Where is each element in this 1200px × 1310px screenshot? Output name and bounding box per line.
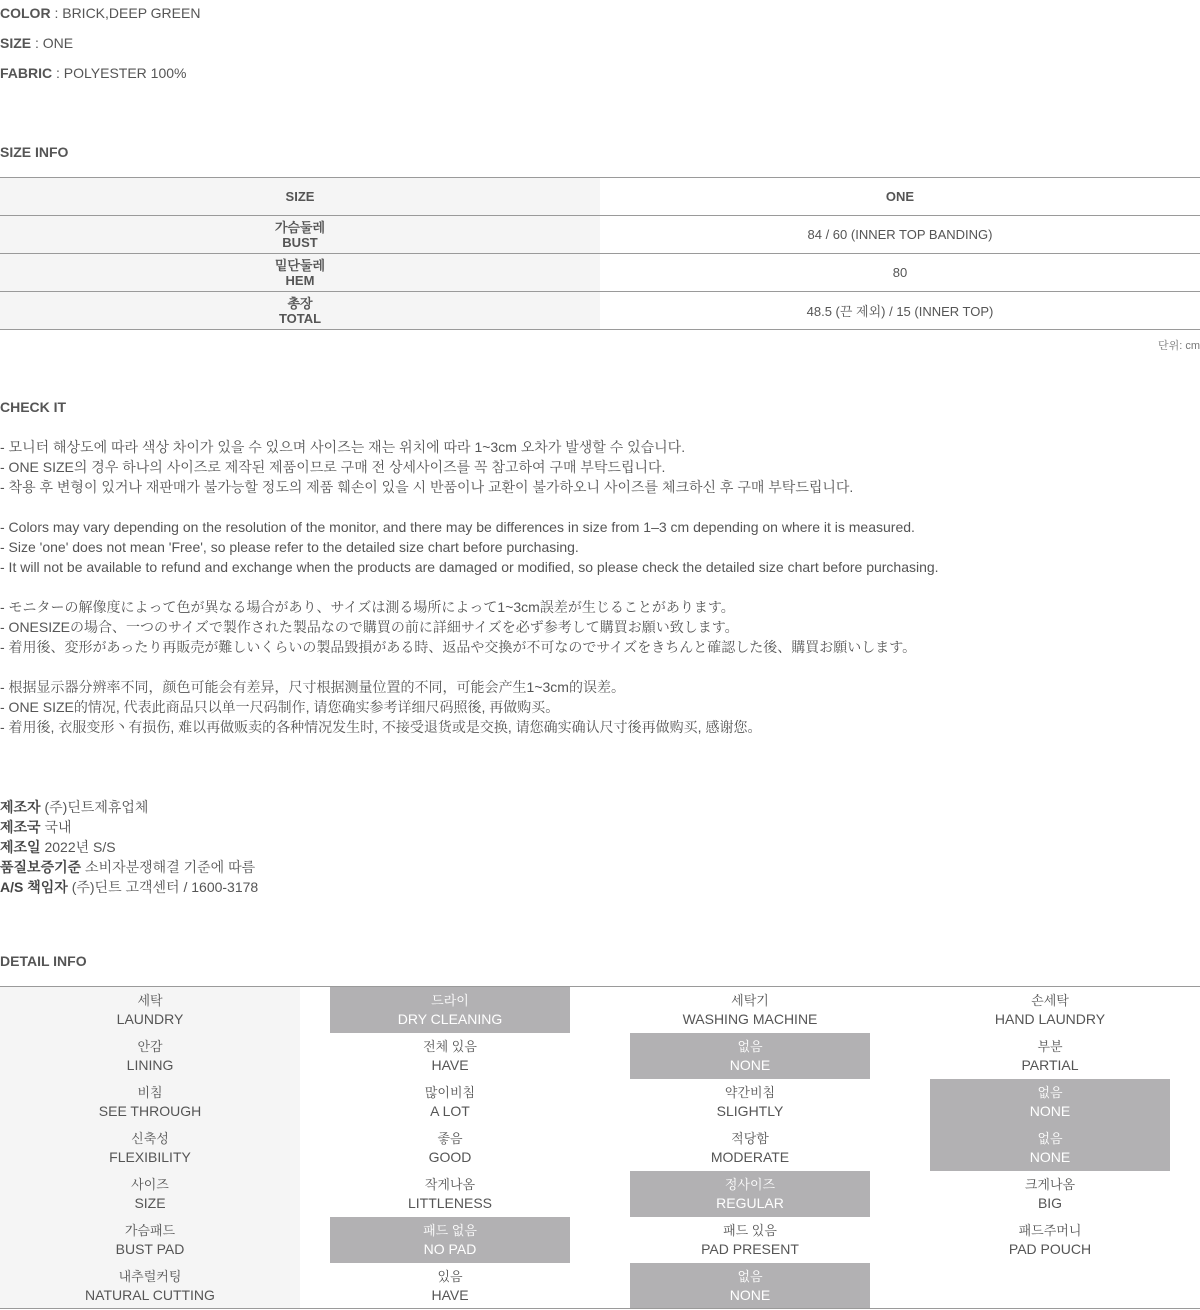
size-info-title: SIZE INFO [0, 144, 69, 160]
detail-option-en: BIG [1037, 1195, 1063, 1211]
detail-info-title: DETAIL INFO [0, 953, 87, 969]
check-line: - 착용 후 변형이 있거나 재판매가 불가능할 정도의 제품 훼손이 있을 시 반품이나 교환이 불가하오니 사이즈를 체크하신 후 구매 부탁드립니다. [0, 479, 854, 495]
detail-option-en: MODERATE [710, 1149, 790, 1165]
detail-option-en: HAND LAUNDRY [994, 1011, 1106, 1027]
detail-label-ko: 내추럴커팅 [118, 1269, 182, 1284]
detail-option-en: LITTLENESS [407, 1195, 493, 1211]
size-row-label-ko: 밑단둘레 [274, 257, 326, 273]
detail-option-en: REGULAR [716, 1195, 784, 1211]
detail-label-en: SEE THROUGH [98, 1103, 202, 1119]
as-label: A/S 책임자 [0, 879, 68, 895]
detail-option-selected [630, 1033, 870, 1079]
detail-option-en: HAVE [431, 1287, 469, 1303]
check-line: - ONE SIZE的情况, 代表此商品只以单一尺码制作, 请您确实参考详细尺码照後, 再做购买。 [0, 699, 560, 715]
spec-fabric-label: FABRIC [0, 65, 53, 81]
country-label: 제조국 [0, 819, 41, 835]
detail-option-ko: 없음 [1037, 1085, 1063, 1100]
detail-option-en: NONE [729, 1287, 771, 1303]
detail-option-selected [330, 1217, 570, 1263]
manufacturer-label: 제조자 [0, 799, 41, 815]
detail-option-ko: 세탁기 [731, 993, 769, 1008]
detail-option-en: PAD POUCH [1008, 1241, 1092, 1257]
detail-row-label [0, 1125, 300, 1171]
detail-row-label [0, 1171, 300, 1217]
size-row-label [0, 254, 600, 291]
spec-size-label: SIZE [0, 35, 32, 51]
detail-option-en: A LOT [430, 1103, 470, 1119]
detail-label-en: BUST PAD [115, 1241, 185, 1257]
detail-option [930, 1033, 1170, 1079]
spec-color [0, 3, 200, 23]
detail-option-ko: 패드주머니 [1018, 1223, 1082, 1238]
detail-bottom-border [0, 1308, 1200, 1309]
check-line: - ONE SIZE의 경우 하나의 사이즈로 제작된 제품이므로 구매 전 상세사이즈를 꼭 참고하여 구매 부탁드립니다. [0, 459, 666, 475]
warranty-label: 품질보증기준 [0, 859, 82, 875]
detail-label-en: SIZE [134, 1195, 166, 1211]
size-row-value: 80 [892, 265, 908, 280]
size-row-label-en: HEM [285, 272, 315, 288]
detail-option-ko: 작게나옴 [424, 1177, 476, 1192]
detail-option [630, 1125, 870, 1171]
detail-option [630, 1079, 870, 1125]
detail-option-selected [630, 1263, 870, 1309]
detail-option-en: DRY CLEANING [397, 1011, 503, 1027]
manufacturer-value: (주)딘트제휴업체 [40, 799, 149, 815]
detail-option-selected [930, 1079, 1170, 1125]
detail-option [330, 1033, 570, 1079]
table-row [0, 292, 1200, 330]
check-it-title: CHECK IT [0, 399, 67, 415]
check-line: - Colors may vary depending on the resolution of the monitor, and there may be differences in size from 1–3 cm depending on where it is measured. [0, 519, 915, 535]
check-line: - 根据显示器分辨率不同，颜色可能会有差异，尺寸根据测量位置的不同，可能会产生1~3cm的误差。 [0, 679, 625, 695]
spec-size [0, 33, 73, 53]
detail-option-en: WASHING MACHINE [682, 1011, 818, 1027]
detail-option [330, 1263, 570, 1309]
detail-label-ko: 세탁 [137, 993, 163, 1008]
detail-option-selected [330, 987, 570, 1033]
detail-option-ko: 부분 [1037, 1039, 1063, 1054]
detail-option-ko: 있음 [437, 1269, 463, 1284]
detail-option-ko: 드라이 [431, 993, 469, 1008]
check-line: - 着用後, 衣服变形丶有损伤, 难以再做贩卖的各种情况发生时, 不接受退货或是交换, 请您确实确认尺寸後再做购买, 感谢您。 [0, 719, 762, 735]
detail-label-ko: 비침 [137, 1085, 163, 1100]
size-row-label-ko: 가슴둘레 [274, 219, 326, 235]
detail-option-ko: 패드 있음 [723, 1223, 777, 1238]
warranty [0, 857, 255, 877]
manufacturer [0, 797, 148, 817]
size-header-value: ONE [885, 189, 915, 204]
detail-label-ko: 안감 [137, 1039, 163, 1054]
size-row-label [0, 216, 600, 253]
check-line: - It will not be available to refund and exchange when the products are damaged or modified, so please check the detailed size chart before purchasing. [0, 559, 939, 575]
as-value: (주)딘트 고객센터 / 1600-3178 [67, 879, 259, 895]
detail-label-ko: 가슴패드 [124, 1223, 176, 1238]
detail-option [330, 1171, 570, 1217]
detail-option [930, 987, 1170, 1033]
detail-option [930, 1171, 1170, 1217]
warranty-value: 소비자분쟁해결 기준에 따름 [81, 859, 256, 875]
spec-color-value: : BRICK,DEEP GREEN [50, 5, 201, 21]
detail-option [630, 987, 870, 1033]
detail-row-label [0, 1033, 300, 1079]
detail-option [930, 1217, 1170, 1263]
detail-option-en: NO PAD [423, 1241, 477, 1257]
detail-option-en: GOOD [428, 1149, 472, 1165]
detail-option-ko: 패드 없음 [423, 1223, 477, 1238]
detail-option-en: PARTIAL [1021, 1057, 1079, 1073]
check-line: - Size 'one' does not mean 'Free', so please refer to the detailed size chart before purchasing. [0, 539, 579, 555]
detail-option-ko: 좋음 [437, 1131, 463, 1146]
size-row-label-en: BUST [282, 234, 318, 250]
spec-size-value: : ONE [31, 35, 74, 51]
as-contact [0, 877, 258, 897]
detail-option-ko: 적당함 [731, 1131, 769, 1146]
detail-label-en: FLEXIBILITY [109, 1149, 191, 1165]
table-row [0, 254, 1200, 292]
detail-option-ko: 손세탁 [1031, 993, 1069, 1008]
detail-option-ko: 크게나옴 [1024, 1177, 1076, 1192]
spec-color-label: COLOR [0, 5, 51, 21]
size-header-label: SIZE [0, 178, 600, 215]
detail-option-selected [930, 1125, 1170, 1171]
detail-label-ko: 신축성 [131, 1131, 169, 1146]
detail-row-label [0, 1217, 300, 1263]
detail-option-ko: 많이비침 [424, 1085, 476, 1100]
detail-option [330, 1125, 570, 1171]
size-table-header [0, 178, 1200, 216]
unit-note: 단위: cm [1157, 340, 1200, 352]
size-row-label [0, 292, 600, 329]
manufacture-date [0, 837, 116, 857]
detail-option-ko: 없음 [737, 1039, 763, 1054]
detail-option-ko: 없음 [1037, 1131, 1063, 1146]
check-line: - 모니터 해상도에 따라 색상 차이가 있을 수 있으며 사이즈는 재는 위치에 따라 1~3cm 오차가 발생할 수 있습니다. [0, 439, 686, 455]
detail-option-selected [630, 1171, 870, 1217]
detail-label-en: LAUNDRY [116, 1011, 184, 1027]
check-line: - 着用後、変形があったり再販売が難しいくらいの製品毀損がある時、返品や交換が不可なのでサイズをきちんと確認した後、購買お願いします。 [0, 639, 917, 655]
detail-option-en: HAVE [431, 1057, 469, 1073]
country-value: 국내 [40, 819, 72, 835]
size-row-label-ko: 총장 [287, 295, 313, 311]
country-of-origin [0, 817, 72, 837]
detail-option-en: NONE [729, 1057, 771, 1073]
detail-option [330, 1079, 570, 1125]
spec-fabric [0, 63, 186, 83]
detail-option-ko: 전체 있음 [423, 1039, 477, 1054]
detail-option-en: NONE [1029, 1149, 1071, 1165]
date-label: 제조일 [0, 839, 41, 855]
detail-row-label [0, 1079, 300, 1125]
detail-option-ko: 약간비침 [724, 1085, 776, 1100]
size-row-label-en: TOTAL [278, 310, 322, 326]
detail-option-ko: 정사이즈 [724, 1177, 776, 1192]
size-table [0, 177, 1200, 330]
table-row [0, 216, 1200, 254]
detail-option-en: NONE [1029, 1103, 1071, 1119]
detail-row-label [0, 1263, 300, 1309]
detail-label-en: NATURAL CUTTING [85, 1287, 215, 1303]
detail-option-en: PAD PRESENT [701, 1241, 799, 1257]
detail-row-label [0, 987, 300, 1033]
detail-option-en: SLIGHTLY [716, 1103, 784, 1119]
detail-label-ko: 사이즈 [131, 1177, 169, 1192]
check-line: - モニターの解像度によって色が異なる場合があり、サイズは測る場所によって1~3cm誤差が生じることがあります。 [0, 599, 735, 615]
check-line: - ONESIZEの場合、一つのサイズで製作された製品なので購買の前に詳細サイズを必ず参考して購買お願い致します。 [0, 619, 739, 635]
date-value: 2022년 S/S [40, 839, 116, 855]
size-row-value: 84 / 60 (INNER TOP BANDING) [807, 227, 993, 242]
size-row-value: 48.5 (끈 제외) / 15 (INNER TOP) [806, 304, 994, 319]
detail-option-ko: 없음 [737, 1269, 763, 1284]
detail-label-en: LINING [126, 1057, 174, 1073]
detail-option [630, 1217, 870, 1263]
spec-fabric-value: : POLYESTER 100% [52, 65, 187, 81]
